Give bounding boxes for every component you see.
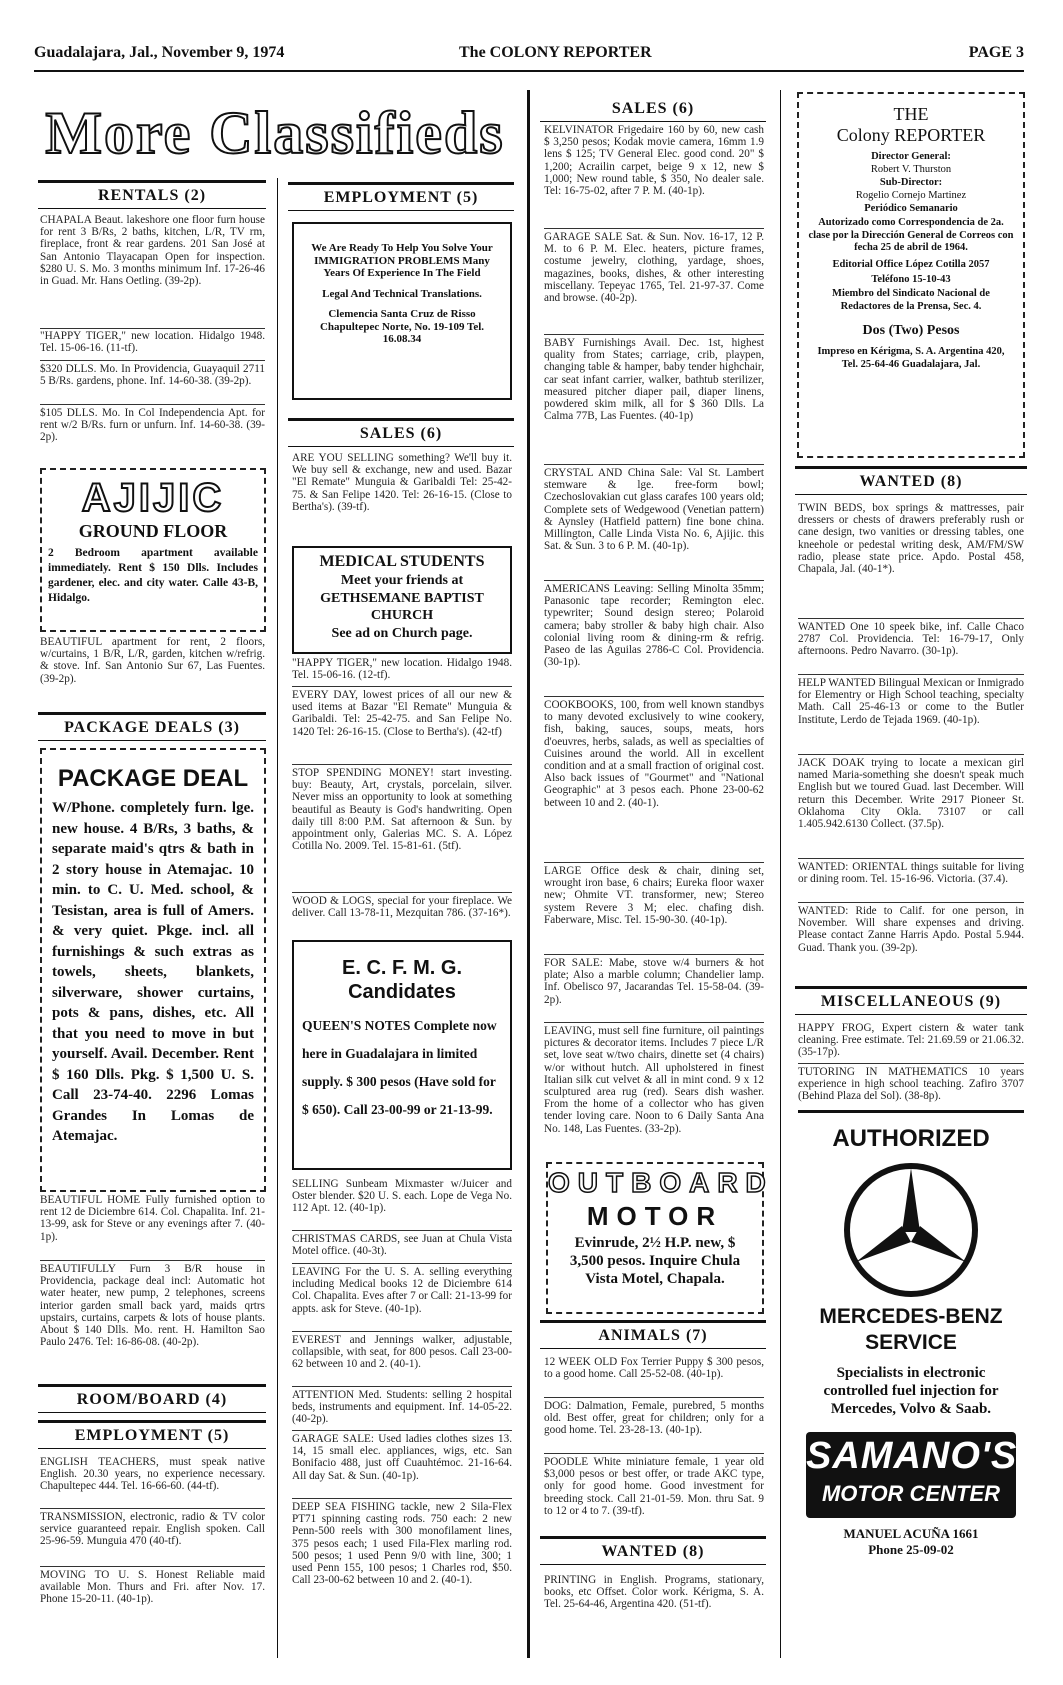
ajijic-body: 2 Bedroom apartment available immediately. Rent $ 150 Dlls. Includes gardener, elec. and city water. Calle 43-B, Hidalgo. <box>48 547 258 604</box>
ecfmg-body: QUEEN'S NOTES Complete now here in Guadalajara in limited supply. $ 300 pesos (Have sold for $ 650). Call 23-00-99 or 21-13-99. <box>302 1018 497 1117</box>
ecfmg-box <box>292 940 512 1170</box>
ad-wanted: TWIN BEDS, box springs & mattresses, pair dressers or chests of drawers preferably rush or cane design, two vanities or dressing tables, one kneehole or pedestal writing desk, AM/FM/SW radio, please state price. Apdo. Postal 458, Chapala, Jal. (40-1*). <box>798 502 1024 576</box>
section-wanted: WANTED (8) <box>540 1536 766 1565</box>
ad-wanted: PRINTING in English. Programs, stationary, books, etc Offset. Color work. Kérigma, S. A. Tel. 25-64-46, Argentina 420. (51-tf). <box>544 1574 764 1611</box>
medical-students-note: See ad on Church page. <box>331 626 473 641</box>
masthead-line: Editorial Office López Cotilla 2057 <box>832 258 990 270</box>
ad-sales: WOOD & LOGS, special for your fireplace. We deliver. Call 13-78-11, Mezquitan 786. (37-16*). <box>292 895 512 920</box>
ad-sales: DEEP SEA FISHING tackle, new 2 Sila-Flex PT71 spinning casting rods. 750 each: 2 new Penn-500 reels with 300 monofilament lines, 375 pesos each; 1 used Fila-Flex marling rod. 500 pesos; 1 used Penn 9/0 with line, 300; 1 used Penn 155, 100 pesos; 1 Charles rod, $50. Call 23-00-62 between 10 and 2. (40-1). <box>292 1501 512 1587</box>
immigration-ad-mid: Legal And Technical Translations. <box>322 287 482 300</box>
column-rule <box>527 90 530 1658</box>
column-rule <box>780 90 781 1658</box>
section-sales: SALES (6) <box>288 418 514 447</box>
page-number: PAGE 3 <box>968 44 1024 61</box>
masthead-line: Robert V. Thurston <box>870 164 952 175</box>
ad-sales: EVEREST and Jennings walker, adjustable, collapsible, with seat, for 800 pesos. Call 23-00-62 between 10 and 2. (40-1). <box>292 1334 512 1371</box>
dateline: Guadalajara, Jal., November 9, 1974 <box>34 44 285 61</box>
mercedes-star-icon <box>798 1154 1024 1304</box>
column-rule <box>277 178 278 1658</box>
ad-sales: BABY Furnishings Avail. Dec. 1st, highest quality from States; carriage, crib, playpen, changing table & hamper, baby tender highchair, car seat infant carrier, walker, bathtub sterilizer, measured pitcher diaper pail, diaper linens, powdered skim milk, all for $ 360 Dlls. La Calma 77B, Las Fuentes. (40-1p) <box>544 337 764 423</box>
ad-sales: CRYSTAL AND China Sale: Val St. Lambert stemware & lge. free-form bowl; Czechoslovakian cut glass carafes 100 years old; Complete sets of Wedgewood (Venetian pattern) & Aynsley (Hatfield pattern) fine bone china. Millington, Calle Linda Vista No. 6, Ajijic. this Sat. & Sun. 3 to 6 P. M. (40-1p). <box>544 467 764 553</box>
ajijic-title: AJIJIC <box>81 476 225 520</box>
ad-sales: SELLING Sunbeam Mixmaster w/Juicer and Oster blender. $20 U. S. each. Lope de Vega No. 112 Apt. 12. (40-1p). <box>292 1178 512 1215</box>
ad-sales: CHRISTMAS CARDS, see Juan at Chula Vista Motel office. (40-3t). <box>292 1233 512 1258</box>
section-rentals: RENTALS (2) <box>38 180 266 209</box>
samano-phone: Phone 25-09-02 <box>868 1542 954 1557</box>
immigration-ad-top: We Are Ready To Help You Solve Your IMMIGRATION PROBLEMS Many Years Of Experience In The Field <box>311 242 493 279</box>
ad-sales: "HAPPY TIGER," new location. Hidalgo 1948. Tel. 15-06-16. (12-tf). <box>292 657 512 682</box>
mercedes-authorized: AUTHORIZED <box>832 1125 990 1152</box>
ad-sales: FOR SALE: Mabe, stove w/4 burners & hot plate; Also a marble column; Chandelier lamp. Inf. Obelisco 97, Jacarandas Tel. 15-58-04. (39-2p). <box>544 957 764 1006</box>
ad-sales: GARAGE SALE Sat. & Sun. Nov. 16-17, 12 P. M. to 6 P. M. Elec. heaters, picture frames, costume jewelry, clothing, yardage, shoes, magazines, books, dishes, & other interesting miscellany. Tepeyac 1765, Tel. 21-97-37. Come and browse. (40-2p). <box>544 231 764 305</box>
section-miscellaneous: MISCELLANEOUS (9) <box>795 986 1027 1015</box>
ad-rental: CHAPALA Beaut. lakeshore one floor furn house for rent 3 B/Rs, 2 baths, kitchen, L/R, TV rm, fireplace, front & rear gardens. 201 San José at San Antonio Tlayacapan Open for inspection. $280 U. S. Mo. 3 months minimum Inf. 17-26-46 in Guad. Mr. Hans Oetling. (39-2p). <box>40 214 265 288</box>
header-rule <box>34 70 1024 72</box>
package-deal-box <box>40 748 266 1192</box>
ajijic-ad-box <box>40 468 266 632</box>
masthead-line: Teléfono 15-10-43 <box>871 274 951 285</box>
outboard-motor-box <box>546 1162 774 1314</box>
mercedes-benz-ad <box>798 1118 1024 1648</box>
masthead-price: Dos (Two) Pesos <box>862 323 960 338</box>
ad-sales: EVERY DAY, lowest prices of all our new & used items at Bazar "El Remate" Munguia & Garibaldi. Tel: 25-42-75. and San Felipe No. 1420 Tel: 26-16-15. (Close to Bertha's). (42-tf) <box>292 689 512 738</box>
ad-rental: BEAUTIFUL apartment for rent, 2 floors, w/curtains, 1 B/R, L/R, garden, kitchen w/refrig. & stove. Inf. San Antonio Sur 67, Las Fuentes. (39-2p). <box>40 636 265 685</box>
ad-rental: "HAPPY TIGER," new location. Hidalgo 1948. Tel. 15-06-16. (11-tf). <box>40 330 265 355</box>
ad-wanted: HELP WANTED Bilingual Mexican or Inmigrado for Elementry or High School teaching, specialty Math. Call 25-46-13 or come to the Butler Institute, Lerdo de Tejada 1969. (40-1p). <box>798 677 1024 726</box>
ad-rental: $105 DLLS. Mo. In Col Independencia Apt. for rent w/2 B/Rs. furn or unfurn. Inf. 14-60-38. (39-2p). <box>40 407 265 444</box>
ad-misc: HAPPY FROG, Expert cistern & water tank cleaning. Free estimate. Tel: 21.69.59 or 21.06.32. (35-17p). <box>798 1022 1024 1059</box>
ad-animals: DOG: Dalmation, Female, purebred, 5 months old. Best offer, great for children; only for a good home. Tel. 23-28-13. (40-1p). <box>544 1400 764 1437</box>
section-employment: EMPLOYMENT (5) <box>38 1420 266 1449</box>
ad-sales: COOKBOOKS, 100, from well known standbys to many devoted exclusively to wine cookery, fish, baking, sauces, soups, meats, hors d'oeuvres, herbs, salads, as well as specialties of Cuisines around the world. All in excellent condition and at a small fraction of original cost. Also back issues of "Gourmet" and "National Geographic" at 3 pesos each. Phone 23-00-62 between 10 and 2. (40-1). <box>544 699 764 809</box>
outboard-subtitle: MOTOR <box>586 1201 724 1231</box>
section-room-board: ROOM/BOARD (4) <box>38 1384 266 1413</box>
masthead-line: Periódico Semanario <box>864 203 958 214</box>
section-sales: SALES (6) <box>540 96 766 122</box>
ad-animals: 12 WEEK OLD Fox Terrier Puppy $ 300 pesos, to a good home. Call 25-52-08. (40-1p). <box>544 1356 764 1381</box>
ad-rental: $320 DLLS. Mo. In Providencia, Guayaquil 2711 5 B/Rs. gardens, phone. Inf. 14-60-38. (39-2p). <box>40 363 265 388</box>
ad-animals: POODLE White miniature female, 1 year old $3,000 pesos or best offer, or trade AKC type, only for good home. Good investment for breeding stock. Call 21-01-59. Mon. thru Sat. 9 to 12 or 4 to 7. (39-tf). <box>544 1456 764 1517</box>
ad-wanted: JACK DOAK trying to locate a mexican girl named Maria-something she doesn't speak much English but we toured Guad. last December. Will return this December. Write 2917 Pioneer St. Oklahoma City Okla. 73107 or call 1.405.942.6130 Collect. (37.5p). <box>798 757 1024 831</box>
masthead-line: Miembro del Sindicato Nacional de Redactores de la Prensa, Sec. 4. <box>832 288 990 312</box>
ad-sales: LEAVING, must sell fine furniture, oil paintings pictures & decorator items. Includes 7 piece L/R set, love seat w/two chairs, dinette set (4 chairs) w/or without hutch. All upholstered in finest Italian silk cut velvet & all in mint cond. 9 x 12 sculptured area rug (red). Sears dish washer. From the home of a collector who has given tender loving care. Noon to 6 Daily Santa Ana No. 148, Las Fuentes. (33-2p). <box>544 1025 764 1135</box>
page-title: More Classifieds <box>45 100 505 166</box>
section-animals: ANIMALS (7) <box>540 1320 766 1349</box>
ecfmg-title: E. C. F. M. G. Candidates <box>341 957 462 1003</box>
masthead-line: Sub-Director: <box>879 177 943 188</box>
masthead-line: Impreso en Kérigma, S. A. Argentina 420, Tel. 25-64-46 Guadalajara, Jal. <box>817 346 1005 370</box>
samano-address: MANUEL ACUÑA 1661 <box>843 1526 979 1541</box>
section-wanted: WANTED (8) <box>795 466 1027 495</box>
ad-sales: AMERICANS Leaving: Selling Minolta 35mm; Panasonic tape recorder; Remington elec. typewriter; Sound design stereo; Polaroid camera; baby stroller & baby high chair. Also colonial living room & dining-rm & refrig. Paseo de las Aguilas 2786-C Col. Providencia. (30-1p). <box>544 583 764 669</box>
masthead-the: THE <box>893 104 929 124</box>
masthead-line: Rogelio Cornejo Martinez <box>855 190 967 201</box>
ad-wanted: WANTED One 10 speek bike, inf. Calle Chaco 2787 Col. Providencia. Tel: 16-79-17, Only afternoons. Pedro Navarro. (30-1p). <box>798 621 1024 658</box>
section-employment: EMPLOYMENT (5) <box>288 182 514 211</box>
page-header <box>34 44 1024 68</box>
masthead-box <box>797 92 1025 458</box>
ad-employment: MOVING TO U. S. Honest Reliable maid available Mon. Thurs and Fri. after Nov. 17. Phone 15-20-11. (40-1p). <box>40 1569 265 1606</box>
ad-package: BEAUTIFULLY Furn 3 B/R house in Providencia, package deal incl: Automatic hot water heater, new pump, 2 telephones, screens interior garden small back yard, maids qrtrs upstairs, curtains, carpets & lots of house plants. About $ 140 Dlls. Mo. rent. H. Hamilton Sao Paulo 2476. Tel: 16-86-08. (40-2p). <box>40 1263 265 1349</box>
section-package-deals: PACKAGE DEALS (3) <box>38 712 266 741</box>
masthead-line: Autorizado como Correspondencia de 2a. clase por la Dirección General de Correos con fecha 25 de abril de 1964. <box>808 217 1014 253</box>
ad-sales: GARAGE SALE: Used ladies clothes sizes 13. 14, 15 small elec. appliances, wigs, etc. San Bonifacio 488, just off Cuauhtémoc. 21-16-64. All day Sat. & Sun. (40-1p). <box>292 1433 512 1482</box>
medical-students-church: GETHSEMANE BAPTIST CHURCH <box>320 591 484 623</box>
medical-students-box <box>292 546 512 654</box>
ajijic-subtitle: GROUND FLOOR <box>78 521 228 541</box>
ad-employment: ENGLISH TEACHERS, must speak native English. 20.30 years, no experience necessary. Chapultepec 444. Tel. 16-66-60. (44-tf). <box>40 1456 265 1493</box>
masthead-title: Colony REPORTER <box>836 125 986 145</box>
ad-sales: LEAVING For the U. S. A. selling everything including Medical books 12 de Diciembre 614 Col. Chapalita. Eves after 7 or Call: 21-13-99 for appts. ask for Steve. (40-1p). <box>292 1266 512 1315</box>
ad-divider <box>798 1110 1024 1113</box>
samano-logo-name: SAMANO'S <box>806 1435 1018 1477</box>
ad-package: BEAUTIFUL HOME Fully furnished option to rent 12 de Diciembre 614. Col. Chapalita. Inf. 21-13-99, ask for Steve or any evenings after 7. (40-1p). <box>40 1194 265 1243</box>
immigration-ad-bottom: Clemencia Santa Cruz de Risso Chapultepec Norte, No. 19-109 Tel. 16.08.34 <box>319 308 485 345</box>
samano-logo <box>806 1432 1016 1518</box>
ad-wanted: WANTED: Ride to Calif. for one person, in November. Will share expenses and driving. Please contact Zanne Harris Apdo. Postal 5.944. Guad. Thank you. (39-2p). <box>798 905 1024 954</box>
medical-students-title: MEDICAL STUDENTS <box>319 553 485 570</box>
masthead-line: Director General: <box>871 151 951 162</box>
medical-students-line: Meet your friends at <box>340 573 464 588</box>
ad-employment: TRANSMISSION, electronic, radio & TV color service guaranteed repair. English spoken. Call 25-96-59. Munguia 470 (40-tf). <box>40 1511 265 1548</box>
ad-sales: KELVINATOR Frigedaire 160 by 60, new cash $ 3,250 pesos; Kodak movie camera, 16mm 1.9 lens $ 125; TV General Elec. good cond. 20" $ 1,200; Acrailin carpet, beige 9 x 12, new $ 1,000; New round table, $ 350, No dealer sale. Tel: 16-75-02, after 7 P. M. (40-1p). <box>544 124 764 198</box>
outboard-title: OUTBOARD <box>548 1167 774 1198</box>
samano-logo-sub: MOTOR CENTER <box>821 1481 1001 1506</box>
package-deal-title: PACKAGE DEAL <box>57 765 249 792</box>
package-deal-body: W/Phone. completely furn. lge. new house. 4 B/Rs, 3 baths, & separate maid's qtrs & bath in 2 story house in Atemajac. 10 min. to C. U. Med. school, & Tesistan, area is full of Amers. & very quiet. Pkge. incl. all furnishings & such extras as towels, sheets, blankets, silverware, shower curtains, pots & pans, dishes, etc. All that you need to move in but yourself. Avail. December. Rent $ 160 Dlls. Pkg. $ 1,500 U. S. Call 23-74-40. 2296 Lomas Grandes In Lomas de Atemajac. <box>52 800 254 1144</box>
ad-sales: ATTENTION Med. Students: selling 2 hospital beds, instruments and equipment. Inf. 14-05-22. (40-2p). <box>292 1389 512 1426</box>
immigration-ad-box <box>292 222 512 400</box>
mercedes-title: MERCEDES-BENZ SERVICE <box>819 1305 1003 1354</box>
ad-sales: LARGE Office desk & chair, dining set, wrought iron base, 6 chairs; Eureka floor waxer new; Ohmite VT. transformer, new; Stereo system Revere 3 M; elec. chafing dish. Faberware, Misc. Tel. 15-90-30. (40-1p). <box>544 865 764 926</box>
ad-sales: STOP SPENDING MONEY! start investing. buy: Beauty, Art, crystals, porcelain, silver. Never miss an opportunity to look at something beautiful as Beauty is God's handwriting. Open daily till 8:00 P.M. Sat afternoon & Sun. by appointment only, Galerias MC. S. A. López Cotilla No. 2009. Tel. 15-81-61. (5tf). <box>292 767 512 853</box>
outboard-body: Evinrude, 2½ H.P. new, $ 3,500 pesos. Inquire Chula Vista Motel, Chapala. <box>569 1235 741 1287</box>
masthead-name: The COLONY REPORTER <box>459 44 652 61</box>
ad-wanted: WANTED: ORIENTAL things suitable for living or dining room. Tel. 15-16-96. Victoria. (37.4). <box>798 861 1024 886</box>
ad-misc: TUTORING IN MATHEMATICS 10 years experience in high school teaching. Zafiro 3707 (Behind Plaza del Sol). (38-8p). <box>798 1066 1024 1103</box>
mercedes-body: Specialists in electronic controlled fuel injection for Mercedes, Volvo & Saab. <box>823 1365 999 1417</box>
ad-sales: ARE YOU SELLING something? We'll buy it. We buy sell & exchange, new and used. Bazar "El Remate" Munguia & Garibaldi Tel: 25-42-75. & San Felipe 1420. Tel: 26-16-15. (Close to Bertha's). (39-tf). <box>292 452 512 513</box>
